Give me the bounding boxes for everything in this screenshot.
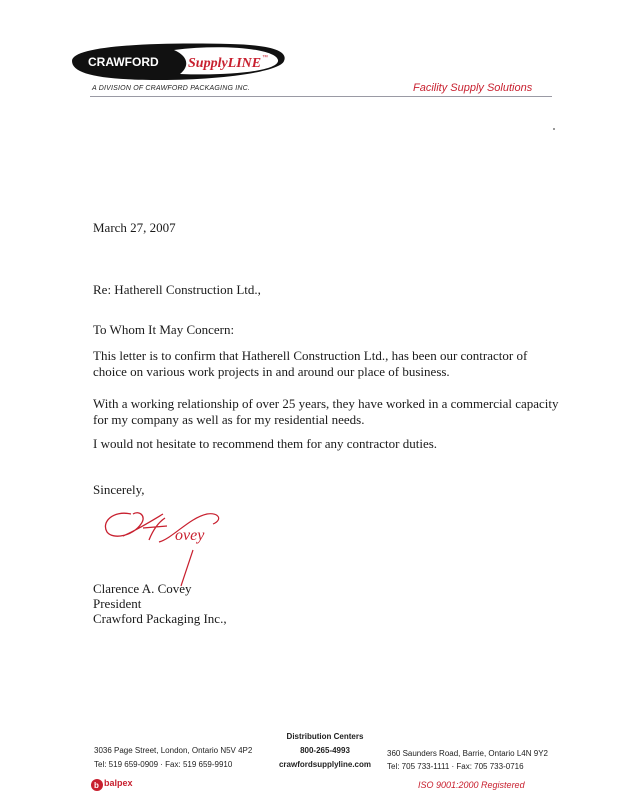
signer-company: Crawford Packaging Inc., [93,611,227,626]
letter-closing: Sincerely, [93,482,145,497]
footer-center-heading: Distribution Centers [286,732,364,741]
footer-left-phone: Tel: 519 659-0909 · Fax: 519 659-9910 [94,760,233,769]
letter-paragraph-2: With a working relationship of over 25 years, they have worked in a commercial capacity for my company as well as for my residential needs. [93,396,559,427]
footer-center-web: crawfordsupplyline.com [278,760,372,769]
letter-paragraph-1: This letter is to confirm that Hatherell Construction Ltd., has been our contractor of choice on various work projects in and around our place of business. [93,348,528,379]
letter-date: March 27, 2007 [93,220,176,235]
letter-paragraph-3: I would not hesitate to recommend them for any contractor duties. [93,436,438,451]
letter-salutation: To Whom It May Concern: [93,322,235,337]
svg-text:b: b [94,781,99,790]
signer-name: Clarence A. Covey [93,581,192,596]
tagline: Facility Supply Solutions [413,82,533,94]
crawford-supplyline-logo [70,40,290,82]
signature [93,500,243,590]
header-rule [90,96,552,97]
footer-right-address: 360 Saunders Road, Barrie, Ontario L4N 9Y2 [387,749,548,758]
balpex-label: balpex [104,778,133,788]
logo-tm-text: ™ [262,55,268,61]
signer-title: President [93,596,142,611]
division-line: A DIVISION OF CRAWFORD PACKAGING INC. [92,85,251,92]
iso-registration: ISO 9001:2000 Registered [418,780,525,790]
footer-center-phone: 800-265-4993 [300,746,350,755]
scan-speck [553,128,555,130]
logo-brand-text: CRAWFORD [88,55,159,69]
logo-product-text: SupplyLINE [188,56,262,71]
footer-right-phone: Tel: 705 733-1111 · Fax: 705 733-0716 [387,762,524,771]
letter-subject: Re: Hatherell Construction Ltd., [93,282,261,297]
footer-left-address: 3036 Page Street, London, Ontario N5V 4P2 [94,746,253,755]
svg-text:ovey: ovey [175,527,205,544]
